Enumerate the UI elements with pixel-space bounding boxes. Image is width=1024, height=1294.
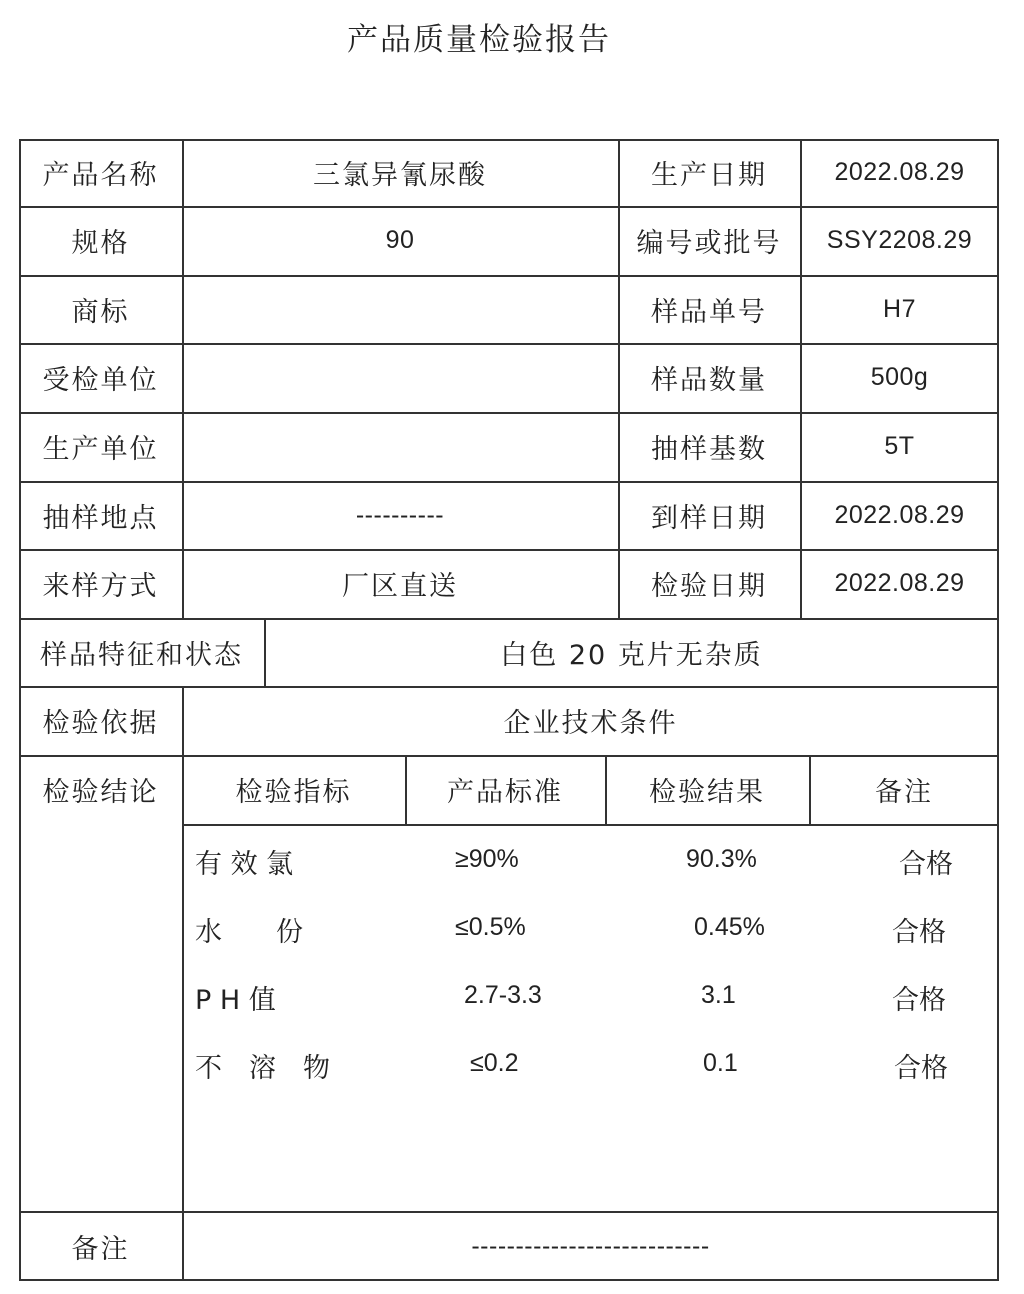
result-remark: 合格 (899, 849, 953, 880)
sample-state-value: 白色 20 克片无杂质 (500, 639, 763, 671)
result-value: 3.1 (701, 981, 736, 1009)
producer-value (182, 412, 618, 481)
sampling-base-value: 5T (884, 432, 915, 460)
report-title: 产品质量检验报告 (347, 22, 611, 58)
result-value: 0.45% (694, 913, 765, 941)
conclusion-label: 检验结论 (42, 777, 159, 808)
result-item: P H 值 (195, 985, 276, 1016)
sample-qty-label: 样品数量 (651, 365, 767, 396)
result-value: 90.3% (686, 845, 757, 873)
basis-label: 检验依据 (42, 708, 159, 739)
delivery-value: 厂区直送 (342, 571, 458, 602)
inspection-date-label: 检验日期 (651, 571, 767, 602)
result-standard: 2.7-3.3 (464, 981, 542, 1009)
spec-label: 规格 (71, 228, 130, 259)
inspected-unit-label: 受检单位 (42, 365, 159, 396)
inspection-date-value: 2022.08.29 (834, 569, 965, 597)
result-item: 不 溶 物 (195, 1053, 330, 1084)
producer-label: 生产单位 (42, 434, 159, 465)
inspected-unit-value (182, 343, 618, 412)
result-item: 有 效 氯 (195, 849, 294, 880)
sample-no-value: H7 (883, 294, 916, 323)
header-standard: 产品标准 (447, 777, 563, 808)
basis-value: 企业技术条件 (503, 708, 678, 739)
production-date-label: 生产日期 (651, 160, 767, 191)
trademark-label: 商标 (71, 296, 130, 328)
sample-state-label: 样品特征和状态 (40, 639, 243, 671)
arrival-date-label: 到样日期 (651, 502, 767, 534)
footer-remark-label: 备注 (71, 1233, 130, 1265)
production-date-value: 2022.08.29 (834, 158, 965, 186)
sample-no-label: 样品单号 (651, 296, 767, 328)
result-standard: ≤0.5% (455, 913, 526, 941)
result-remark: 合格 (894, 1053, 948, 1084)
result-standard: ≥90% (455, 845, 519, 873)
result-standard: ≤0.2 (470, 1049, 519, 1077)
result-item: 水 份 (195, 917, 303, 948)
row-divider (182, 824, 999, 826)
trademark-value (182, 275, 618, 343)
sampling-place-value: ---------- (355, 500, 445, 529)
header-remark: 备注 (875, 777, 933, 808)
product-name-label: 产品名称 (42, 160, 159, 191)
batch-label: 编号或批号 (636, 228, 782, 259)
footer-remark-value: --------------------------- (471, 1231, 710, 1260)
header-indicator: 检验指标 (235, 777, 352, 808)
sample-qty-value: 500g (870, 363, 929, 391)
result-remark: 合格 (892, 985, 946, 1016)
sampling-place-label: 抽样地点 (42, 502, 159, 534)
arrival-date-value: 2022.08.29 (834, 500, 965, 529)
spec-value: 90 (385, 226, 415, 254)
header-result: 检验结果 (649, 777, 765, 808)
batch-value: SSY2208.29 (826, 226, 973, 254)
delivery-label: 来样方式 (42, 571, 159, 602)
product-name-value: 三氯异氰尿酸 (313, 160, 487, 191)
sampling-base-label: 抽样基数 (651, 434, 767, 465)
result-remark: 合格 (892, 917, 946, 948)
result-value: 0.1 (703, 1049, 738, 1077)
